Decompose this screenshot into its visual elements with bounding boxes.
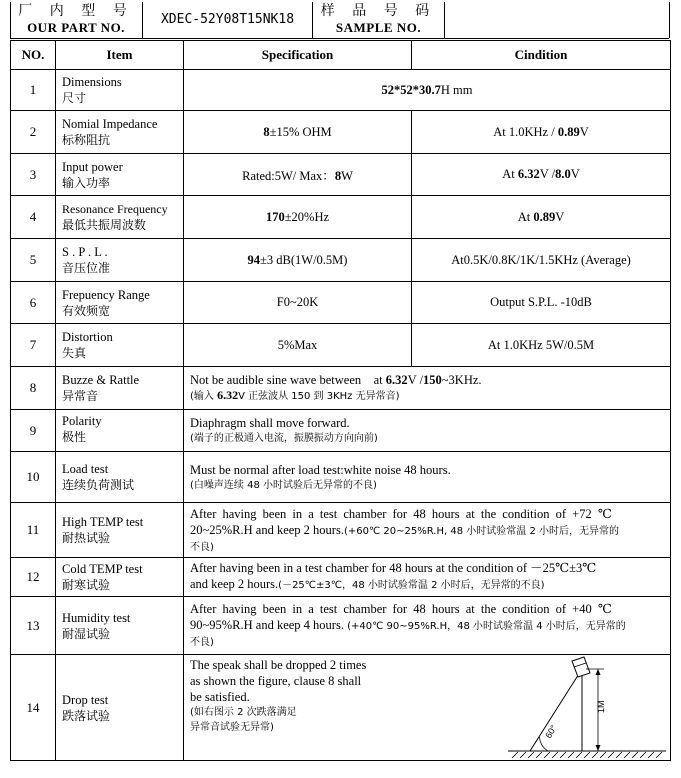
col-item: Item <box>56 41 184 70</box>
drop-text <box>190 657 400 735</box>
item-cn: 标称阻抗 <box>62 133 111 147</box>
spec-text: ±3 dB(1W/0.5M) <box>260 252 348 267</box>
row-desc <box>184 410 671 452</box>
desc-line: be satisfied. <box>190 690 250 704</box>
table-row <box>11 154 671 196</box>
row-item <box>56 597 184 655</box>
item-en: S . P . L . <box>62 245 108 259</box>
table-row <box>11 503 671 558</box>
row-item <box>56 324 184 367</box>
sample-value <box>445 2 669 38</box>
item-cn: 异常音 <box>62 389 99 403</box>
row-desc <box>184 597 671 655</box>
row-spec <box>184 324 412 367</box>
row-item <box>56 410 184 452</box>
dim-label: 1M <box>596 700 606 713</box>
spec-bold: 8 <box>334 168 342 183</box>
item-cn: 输入功率 <box>62 175 111 190</box>
row-no: 2 <box>11 111 56 154</box>
spec-bold: 170 <box>265 209 285 224</box>
drop-test-figure <box>500 655 670 759</box>
row-item <box>56 239 184 282</box>
table-row <box>11 558 671 597</box>
row-cond <box>412 196 671 239</box>
cond-text: V <box>555 209 565 224</box>
desc-line <box>190 372 666 388</box>
row-item <box>56 503 184 558</box>
table-row <box>11 282 671 324</box>
cond-text: At 1.0KHz / <box>493 124 558 139</box>
row-item <box>56 655 184 761</box>
table-row <box>11 597 671 655</box>
spec-bold: 94 <box>247 252 261 267</box>
table-row <box>11 410 671 452</box>
desc-sub: 不良) <box>190 637 214 648</box>
desc-text: ~3KHz. <box>441 373 482 387</box>
cond-bold: 0.89 <box>557 124 580 139</box>
desc-line: After having been in a test chamber for 48 hours at the condition of +40 ℃ <box>190 602 612 616</box>
table-row <box>11 70 671 111</box>
desc-sub: (端子的正极通入电流，振膜振动方向向前) <box>190 433 378 444</box>
desc-line <box>190 522 666 540</box>
spec-text: W <box>341 168 353 183</box>
row-cond <box>412 324 671 367</box>
desc-sub-inline: (+60℃ 20~25%R.H, 48 小时试验常温 2 小时后，无异常的 <box>343 525 619 537</box>
sample-label-en: SAMPLE NO. <box>335 20 422 35</box>
sub-bold: 6.32 <box>217 388 239 402</box>
table-header-row <box>11 41 671 70</box>
item-en: Resonance Frequency <box>62 202 168 216</box>
item-cn: 跌落试验 <box>62 708 111 723</box>
item-en: Input power <box>62 159 123 174</box>
table-row <box>11 655 671 761</box>
sample-label <box>313 2 444 38</box>
row-item <box>56 282 184 324</box>
item-cn: 耐热试验 <box>62 531 111 545</box>
desc-sub: (如右图示 2 次跌落满足 <box>190 707 297 718</box>
spec-text: F0~20K <box>276 295 319 309</box>
row-spec <box>184 70 671 111</box>
cond-text: At <box>517 209 534 224</box>
spec-text: ±15% OHM <box>269 124 332 139</box>
sample-label-cn: 样 品 号 码 <box>320 4 437 19</box>
item-en: High TEMP test <box>62 515 144 529</box>
item-cn: 有效频宽 <box>62 303 111 318</box>
row-no: 8 <box>11 367 56 410</box>
desc-line: After having been in a test chamber for 48 hours at the condition of +72 ℃ <box>190 506 612 521</box>
row-spec <box>184 111 412 154</box>
item-cn: 极性 <box>62 430 87 444</box>
cond-bold: 8.0 <box>555 167 571 181</box>
desc-text: 20~25%R.H and keep 2 hours. <box>190 522 344 537</box>
item-en: Load test <box>62 462 109 476</box>
our-part-value: XDEC-52Y08T15NK18 <box>160 12 295 27</box>
cond-text: At <box>502 167 518 181</box>
row-no: 11 <box>11 503 56 558</box>
desc-sub-inline: (－25℃±3℃，48 小时试验常温 2 小时后，无异常的不良) <box>278 580 545 591</box>
col-cond: Cindition <box>412 41 671 70</box>
row-spec <box>184 282 412 324</box>
row-no: 10 <box>11 452 56 503</box>
desc-sub <box>190 388 666 404</box>
desc-sub: (白噪声连续 48 小时试验后无异常的不良) <box>190 479 377 491</box>
row-no: 6 <box>11 282 56 324</box>
our-part-label <box>10 2 142 38</box>
item-en: Frepuency Range <box>62 287 150 302</box>
cond-text: V <box>570 167 580 181</box>
row-desc <box>184 655 671 761</box>
item-cn: 耐寒试验 <box>62 578 111 592</box>
spec-bold: 8 <box>263 124 270 139</box>
desc-line: Must be normal after load test:white noise 48 hours. <box>190 462 451 477</box>
table-row <box>11 452 671 503</box>
row-desc <box>184 452 671 503</box>
spec-text: H mm <box>440 82 473 97</box>
table-row <box>11 324 671 367</box>
desc-line: After having been in a test chamber for 48 hours at the condition of －25℃±3℃ <box>190 561 597 575</box>
row-no: 1 <box>11 70 56 111</box>
col-spec: Specification <box>184 41 412 70</box>
row-no: 13 <box>11 597 56 655</box>
spec-bold: 52*52*30.7 <box>381 82 441 97</box>
cond-bold: 6.32 <box>517 167 540 181</box>
spec-text: 5%Max <box>277 337 318 352</box>
desc-sub: 不良) <box>190 541 214 553</box>
item-en: Distortion <box>62 330 113 344</box>
desc-text: and keep 2 hours. <box>190 577 279 591</box>
cond-text: V <box>579 124 589 139</box>
desc-text: Not be audible sine wave between at <box>190 373 386 387</box>
item-en: Dimensions <box>62 75 122 89</box>
desc-sub: 异常音试验无异常) <box>190 722 274 733</box>
item-en: Polarity <box>62 414 102 428</box>
header-block <box>10 2 669 39</box>
row-item <box>56 111 184 154</box>
sub-text: V 正弦波从 150 到 3KHz 无异常音) <box>238 391 400 402</box>
row-item <box>56 558 184 597</box>
row-no: 9 <box>11 410 56 452</box>
row-cond <box>412 282 671 324</box>
cond-text: Output S.P.L. -10dB <box>490 295 592 309</box>
desc-line: as shown the figure, clause 8 shall <box>190 674 362 688</box>
row-spec <box>184 196 412 239</box>
row-cond <box>412 154 671 196</box>
spec-text: ±20%Hz <box>284 209 330 224</box>
item-cn: 耐湿试验 <box>62 626 111 641</box>
desc-line: Diaphragm shall move forward. <box>190 416 350 430</box>
cond-text: At0.5K/0.8K/1K/1.5KHz (Average) <box>451 252 631 267</box>
item-en: Nomial Impedance <box>62 117 158 131</box>
our-part-label-en: OUR PART NO. <box>27 20 125 35</box>
spec-table <box>10 40 671 761</box>
table-row <box>11 367 671 410</box>
ground-hatch <box>512 752 662 758</box>
desc-sub-inline: (+40℃ 90~95%R.H，48 小时试验常温 4 小时后，无异常的 <box>347 621 626 632</box>
row-spec <box>184 154 412 196</box>
row-no: 7 <box>11 324 56 367</box>
item-cn: 尺寸 <box>62 91 87 105</box>
drop-test-content <box>184 655 670 759</box>
desc-text: V / <box>407 373 424 387</box>
sub-text: (输入 <box>190 391 218 402</box>
item-en: Buzze & Rattle <box>62 373 140 387</box>
cond-text: At 1.0KHz 5W/0.5M <box>487 337 595 352</box>
table-row <box>11 196 671 239</box>
desc-line <box>190 617 666 635</box>
row-item <box>56 196 184 239</box>
row-no: 4 <box>11 196 56 239</box>
row-no: 5 <box>11 239 56 282</box>
row-cond <box>412 239 671 282</box>
item-cn: 失真 <box>62 346 87 360</box>
item-cn: 最低共振周波数 <box>62 218 147 232</box>
spec-text: Rated:5W/ Max： <box>242 168 335 183</box>
angle-label: 60° <box>543 723 559 741</box>
row-spec <box>184 239 412 282</box>
row-item <box>56 452 184 503</box>
table-row <box>11 111 671 154</box>
angle-arc <box>540 737 549 751</box>
row-no: 3 <box>11 154 56 196</box>
desc-bold: 6.32 <box>385 373 408 387</box>
row-item <box>56 70 184 111</box>
incline-line <box>530 669 582 751</box>
desc-bold: 150 <box>423 373 442 387</box>
desc-line <box>190 576 666 594</box>
item-cn: 连续负荷测试 <box>62 478 135 492</box>
row-no: 14 <box>11 655 56 761</box>
row-desc <box>184 367 671 410</box>
cond-text: V / <box>539 167 556 181</box>
row-desc <box>184 558 671 597</box>
desc-line: The speak shall be dropped 2 times <box>190 658 367 672</box>
cond-bold: 0.89 <box>533 209 556 224</box>
col-no: NO. <box>11 41 56 70</box>
item-cn: 音压位准 <box>62 261 111 275</box>
row-cond <box>412 111 671 154</box>
table-row <box>11 239 671 282</box>
item-en: Humidity test <box>62 610 131 625</box>
item-en: Cold TEMP test <box>62 562 143 576</box>
row-desc <box>184 503 671 558</box>
row-item <box>56 367 184 410</box>
row-no: 12 <box>11 558 56 597</box>
desc-text: 90~95%R.H and keep 4 hours. <box>190 618 344 632</box>
item-en: Drop test <box>62 692 109 707</box>
row-item <box>56 154 184 196</box>
our-part-label-cn: 厂 内 型 号 <box>18 4 134 19</box>
